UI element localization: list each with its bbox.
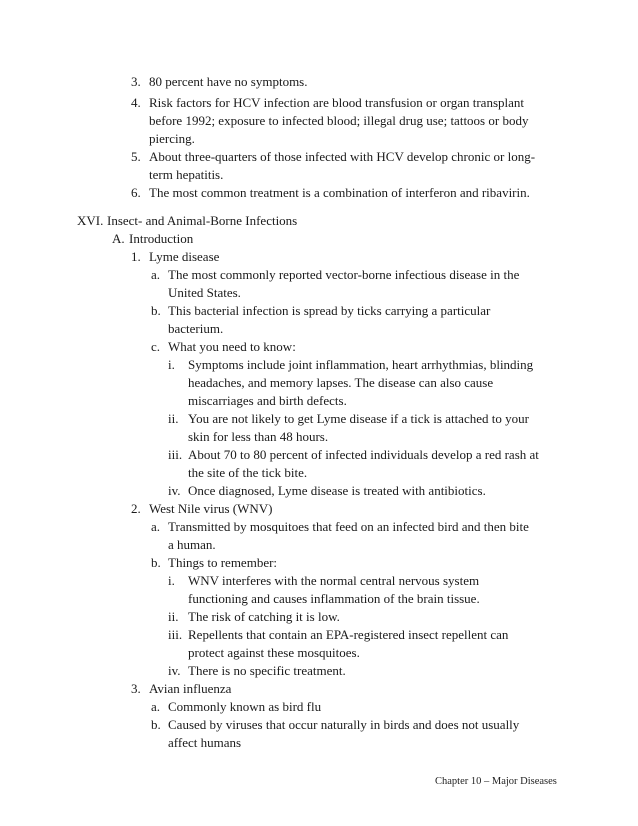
list-marker: 3. — [131, 74, 141, 89]
list-text-continuation: skin for less than 48 hours. — [188, 429, 329, 444]
list-marker: iv. — [168, 483, 181, 498]
list-text: West Nile virus (WNV) — [149, 501, 273, 516]
list-text: Lyme disease — [149, 249, 220, 264]
page-footer: Chapter 10 – Major Diseases — [435, 776, 557, 787]
subsection-title: Introduction — [129, 231, 194, 246]
list-marker: 4. — [131, 95, 141, 110]
list-text-continuation: headaches, and memory lapses. The disease can also cause — [188, 375, 494, 390]
list-text-continuation: the site of the tick bite. — [188, 465, 308, 480]
list-text: Repellents that contain an EPA-registered insect repellent can — [188, 627, 509, 642]
list-text-continuation: protect against these mosquitoes. — [188, 645, 360, 660]
list-marker: 6. — [131, 185, 141, 200]
list-text: You are not likely to get Lyme disease if a tick is attached to your — [188, 411, 529, 426]
list-marker: iii. — [168, 447, 183, 462]
list-text-continuation: a human. — [168, 537, 216, 552]
list-text-continuation: term hepatitis. — [149, 167, 224, 182]
list-text: Once diagnosed, Lyme disease is treated with antibiotics. — [188, 483, 486, 498]
list-text-continuation: before 1992; exposure to infected blood; illegal drug use; tattoos or body — [149, 113, 529, 128]
list-marker: ii. — [168, 609, 179, 624]
list-text: This bacterial infection is spread by ticks carrying a particular — [168, 303, 491, 318]
list-text-continuation: functioning and causes inflammation of the brain tissue. — [188, 591, 480, 606]
list-marker: a. — [151, 267, 161, 282]
list-text-continuation: bacterium. — [168, 321, 224, 336]
list-text: The most common treatment is a combination of interferon and ribavirin. — [149, 185, 530, 200]
list-marker: ii. — [168, 411, 179, 426]
list-text: About three-quarters of those infected with HCV develop chronic or long- — [149, 149, 536, 164]
list-text: Things to remember: — [168, 555, 278, 570]
list-marker: a. — [151, 699, 161, 714]
section-marker: XVI. — [77, 213, 104, 228]
list-text: The most commonly reported vector-borne infectious disease in the — [168, 267, 520, 282]
list-marker: 1. — [131, 249, 141, 264]
list-text-continuation: affect humans — [168, 735, 242, 750]
list-text: Symptoms include joint inflammation, heart arrhythmias, blinding — [188, 357, 534, 372]
list-marker: b. — [151, 717, 161, 732]
list-text: Risk factors for HCV infection are blood transfusion or organ transplant — [149, 95, 524, 110]
list-marker: iii. — [168, 627, 183, 642]
list-text: Commonly known as bird flu — [168, 699, 322, 714]
list-text-continuation: miscarriages and birth defects. — [188, 393, 347, 408]
list-marker: 3. — [131, 681, 141, 696]
list-marker: 2. — [131, 501, 141, 516]
list-marker: b. — [151, 303, 161, 318]
list-marker: c. — [151, 339, 161, 354]
list-text: There is no specific treatment. — [188, 663, 346, 678]
list-text: 80 percent have no symptoms. — [149, 74, 308, 89]
list-text-continuation: United States. — [168, 285, 241, 300]
list-marker: i. — [168, 357, 175, 372]
list-text: WNV interferes with the normal central nervous system — [188, 573, 480, 588]
list-text: About 70 to 80 percent of infected individuals develop a red rash at — [188, 447, 539, 462]
list-marker: b. — [151, 555, 161, 570]
section-title: Insect- and Animal-Borne Infections — [107, 213, 298, 228]
list-text: Caused by viruses that occur naturally in birds and does not usually — [168, 717, 520, 732]
list-text: The risk of catching it is low. — [188, 609, 340, 624]
list-text: Transmitted by mosquitoes that feed on an infected bird and then bite — [168, 519, 529, 534]
list-marker: iv. — [168, 663, 181, 678]
list-text: What you need to know: — [168, 339, 296, 354]
list-marker: i. — [168, 573, 175, 588]
list-text: Avian influenza — [149, 681, 232, 696]
list-marker: a. — [151, 519, 161, 534]
subsection-marker: A. — [112, 231, 125, 246]
list-marker: 5. — [131, 149, 141, 164]
list-text-continuation: piercing. — [149, 131, 195, 146]
